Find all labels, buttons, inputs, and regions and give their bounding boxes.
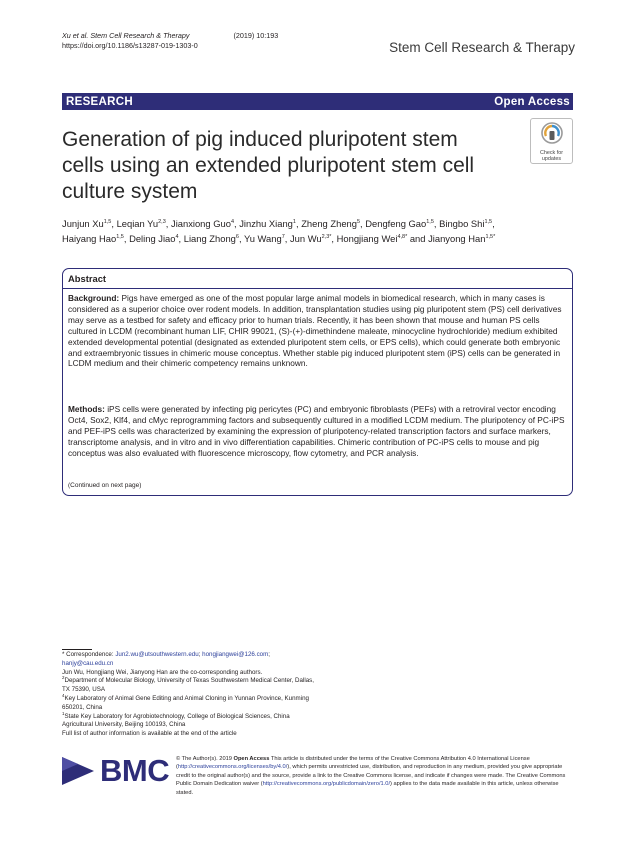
author[interactable]: Zheng Zheng$^5$: [301, 218, 361, 229]
section-label: RESEARCH: [66, 95, 133, 108]
email-link[interactable]: hongjiangwei@126.com: [202, 651, 269, 658]
author[interactable]: Yu Wang$^7$: [244, 233, 285, 244]
check-for-updates-button[interactable]: [530, 118, 573, 164]
author[interactable]: Haiyang Hao$^{1,5}$: [62, 233, 124, 244]
author[interactable]: Junjun Xu$^{1,5}$: [62, 218, 112, 229]
citation-authors: Xu et al. Stem Cell Research & Therapy: [62, 31, 190, 40]
affiliation: $^2$Department of Molecular Biology, University of Texas Southwestern Medical Center, Dallas, TX 75390, USA: [62, 675, 314, 694]
bmc-wordmark: BMC: [100, 753, 170, 788]
author[interactable]: Liang Zhong$^6$: [183, 233, 239, 244]
crossmark-label-1: Check for: [539, 150, 564, 156]
methods-text: iPS cells were generated by infecting pig pericytes (PC) and embryonic fibroblasts (PEFs) with a retroviral vector encoding Oct4, Sox2, Klf4, and cMyc reprogramming factors and subsequently cultured in a modified LCDM medium. The pluripotency of PC-iPS and PEF-iPS cells was characterized by examining the expression of pluripotency-related transcription factors and surface markers, transcriptome analysis, and in vitro and in vivo differentiation capabilities. Chimeric contribution of PC-iPS cells to mouse and pig conceptus was also evaluated with fluorescence microscopy, flow cytometry, and PCR analysis.: [68, 404, 565, 458]
abstract-heading: Abstract: [68, 273, 107, 284]
license-text: © The Author(s). 2019 Open Access This article is distributed under the terms of the Creative Commons Attribution 4.0 International License (http://creativecommons.org/licenses/by/4.0/), which permits unrestricted use, distribution, and reproduction in any medium, provided you give appropriate credit to the original author(s) and the source, provide a link to the Creative Commons license, and indicate if changes were made. The Creative Commons Public Domain Dedication waiver (http://creativecommons.org/publicdomain/zero/1.0/) applies to the data made available in this article, unless otherwise stated.: [176, 756, 566, 796]
bmc-logo: [62, 753, 169, 789]
affiliation: $^1$State Key Laboratory for Agrobiotechnology, College of Biological Sciences, China Agricultural University, Beijing 100193, China: [62, 710, 290, 729]
background-label: Background:: [68, 293, 120, 303]
crossmark-label-2: updates: [541, 156, 562, 163]
email-link[interactable]: Jun2.wu@utsouthwestern.edu: [115, 651, 199, 658]
footnotes: [62, 649, 316, 739]
author[interactable]: Jinzhu Xiang$^1$: [239, 218, 296, 229]
section-bar: [62, 93, 573, 110]
bmc-triangle-icon: [62, 757, 94, 785]
open-access-label: Open Access: [494, 95, 570, 108]
correspondence: * Correspondence: Jun2.wu@utsouthwestern.edu; hongjiangwei@126.com; hanjy@cau.edu.cn: [62, 651, 270, 667]
authors-and: and: [409, 233, 426, 244]
citation-header: [62, 31, 278, 50]
author[interactable]: Hongjiang Wei$^{4,8*}$: [336, 233, 408, 244]
journal-name: Stem Cell Research & Therapy: [389, 40, 575, 55]
abstract-background: [68, 293, 568, 369]
full-author-list-note: Full list of author information is available at the end of the article: [62, 730, 237, 738]
doi-link[interactable]: https://doi.org/10.1186/s13287-019-1303-0: [62, 40, 198, 50]
author[interactable]: Jianyong Han$^{1,5*}$: [428, 233, 496, 244]
abstract-methods: [68, 404, 568, 459]
author[interactable]: Bingbo Shi$^{1,5}$: [439, 218, 493, 229]
footnote-rule: [62, 649, 92, 650]
article-title: Generation of pig induced pluripotent stem cells using an extended pluripotent stem cell culture system: [62, 128, 475, 203]
author[interactable]: Jun $Wu^{2,3*}$: [289, 233, 332, 244]
email-link[interactable]: hanjy@cau.edu.cn: [62, 659, 114, 667]
crossmark-icon: [541, 122, 563, 144]
license-link[interactable]: http://creativecommons.org/licenses/by/4.0/: [177, 764, 288, 771]
public-domain-link[interactable]: http://creativecommons.org/publicdomain/zero/1.0/: [262, 781, 391, 788]
cocorresponding-note: Jun Wu, Hongjiang Wei, Jianyong Han are the co-corresponding authors.: [62, 668, 263, 676]
citation-year: (2019) 10:193: [233, 31, 279, 40]
author[interactable]: Jianxiong Guo$^4$: [171, 218, 234, 229]
author[interactable]: Deling Jiao$^4$: [129, 233, 179, 244]
continued-note: (Continued on next page): [68, 482, 142, 489]
author-list: Junjun Xu$^{1,5}$, Leqian Yu$^{2,3}$, Jianxiong Guo$^4$, Jinzhu Xiang$^1$, Zheng Zheng$^5$, Dengfeng Gao$^{1,5}$, Bingbo Shi$^{1,5}$, Haiyang Hao$^{1,5}$, Deling Jiao$^4$, Liang Zhong$^6$, Yu Wang$^7$, Jun $Wu^{2,3*}$, Hongjiang Wei$^{4,8*}$ and Jianyong Han$^{1,5*}$: [62, 218, 496, 244]
background-text: Pigs have emerged as one of the most popular large animal models in biomedical research, which in many cases is considered as a superior choice over rodent models. In addition, transplantation studies using pig pluripotent stem (PS) cell derivatives may serve as a testbed for safety and efficacy prior to human trials. Recently, it has been shown that mouse and human PS cells cultured in LCDM (recombinant human LIF, CHIR 99021, (S)-(+)-dimethindene maleate, minocycline hydrochloride) medium exhibited extended developmental potential (designated as extended pluripotent stem cells, or EPS cells), which could generate both embryonic and extraembryonic tissues in chimeric mouse conceptus. Whether stable pig induced pluripotent stem (iPS) cells can be generated in LCDM medium and their chimeric competency remains unknown.: [68, 293, 562, 369]
abstract-divider: [63, 288, 572, 289]
affiliation: $^4$Key Laboratory of Animal Gene Editing and Animal Cloning in Yunnan Province, Kunming 650201, China: [62, 692, 309, 711]
author[interactable]: Leqian Yu$^{2,3}$: [116, 218, 166, 229]
methods-label: Methods:: [68, 404, 105, 414]
author[interactable]: Dengfeng Gao$^{1,5}$: [365, 218, 434, 229]
